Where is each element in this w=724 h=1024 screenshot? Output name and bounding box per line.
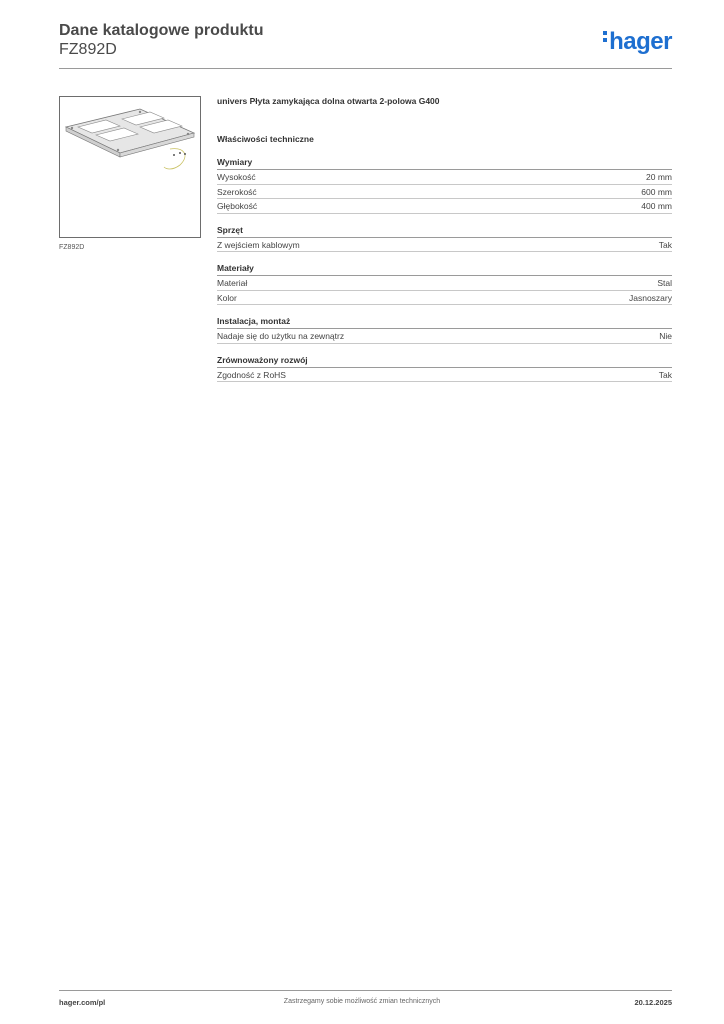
row-label: Nadaje się do użytku na zewnątrz bbox=[217, 331, 345, 341]
closing-plate-illustration-icon bbox=[60, 97, 200, 237]
row-value: Nie bbox=[659, 331, 672, 341]
hager-logo bbox=[603, 28, 672, 56]
group-materials bbox=[217, 263, 672, 305]
row-value: Stal bbox=[657, 278, 672, 288]
product-code: FZ892D bbox=[59, 41, 117, 58]
row-label: Materiał bbox=[217, 278, 248, 288]
row-value: Tak bbox=[658, 239, 672, 250]
footer-disclaimer: Zastrzegamy sobie możliwość zmian technicznych bbox=[283, 998, 441, 1005]
group-sustainability bbox=[217, 355, 672, 383]
row-value: 600 mm bbox=[641, 186, 672, 197]
footer-website-link[interactable]: hager.com/pl bbox=[59, 998, 106, 1007]
product-name: univers Płyta zamykająca dolna otwarta 2-polowa G400 bbox=[217, 96, 440, 106]
document-title: Dane katalogowe produktu bbox=[59, 22, 264, 39]
group-title: Wymiary bbox=[217, 157, 672, 170]
row-value: Jasnoszary bbox=[629, 292, 672, 303]
table-row bbox=[217, 238, 672, 253]
header-divider bbox=[59, 68, 672, 69]
table-row bbox=[217, 329, 672, 344]
row-label: Wysokość bbox=[217, 172, 256, 182]
row-label: Zgodność z RoHS bbox=[217, 369, 286, 380]
row-label: Kolor bbox=[217, 292, 237, 303]
row-label: Z wejściem kablowym bbox=[217, 239, 300, 250]
document-header bbox=[59, 20, 672, 70]
table-row bbox=[217, 170, 672, 185]
row-value: 400 mm bbox=[641, 201, 672, 211]
image-caption: FZ892D bbox=[59, 244, 85, 251]
group-hardware bbox=[217, 225, 672, 253]
footer-date: 20.12.2025 bbox=[634, 998, 672, 1007]
technical-properties-heading: Właściwości techniczne bbox=[217, 134, 314, 144]
footer-divider bbox=[59, 990, 672, 991]
logo-text: hager bbox=[609, 28, 672, 55]
row-label: Szerokość bbox=[217, 186, 257, 197]
row-value: 20 mm bbox=[646, 172, 672, 182]
group-installation bbox=[217, 316, 672, 344]
product-image bbox=[59, 96, 201, 238]
group-title: Zrównoważony rozwój bbox=[217, 355, 672, 368]
group-title: Sprzęt bbox=[217, 225, 672, 238]
group-title: Instalacja, montaż bbox=[217, 316, 672, 329]
technical-data bbox=[217, 96, 672, 393]
row-value: Tak bbox=[658, 369, 672, 380]
table-row bbox=[217, 291, 672, 306]
logo-dots-icon bbox=[603, 28, 607, 45]
table-row bbox=[217, 185, 672, 200]
table-row bbox=[217, 199, 672, 214]
row-label: Głębokość bbox=[217, 201, 258, 211]
table-row bbox=[217, 276, 672, 291]
group-dimensions bbox=[217, 157, 672, 214]
group-title: Materiały bbox=[217, 263, 672, 276]
table-row bbox=[217, 368, 672, 383]
